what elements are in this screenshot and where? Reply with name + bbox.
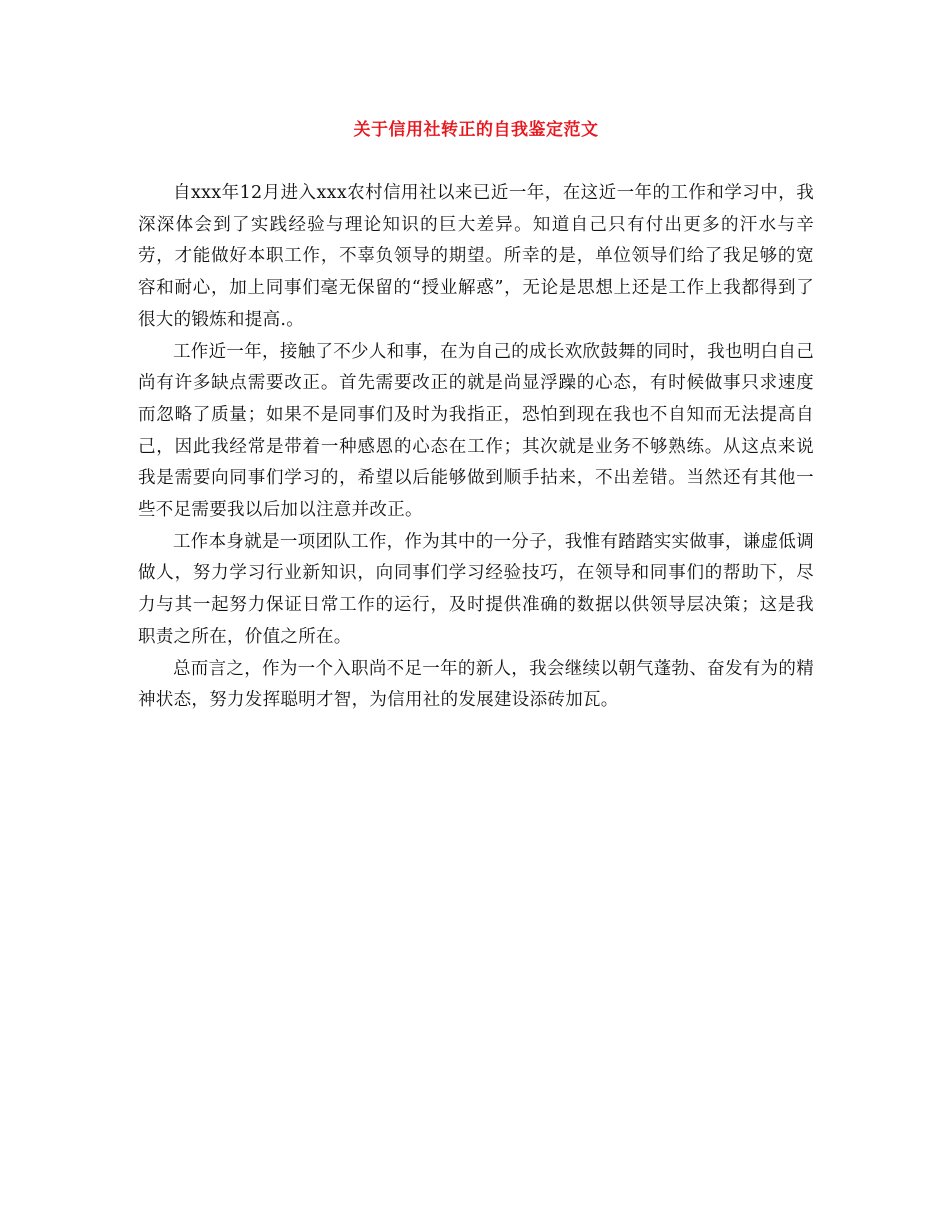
paragraph-1: 自xxx年12月进入xxx农村信用社以来已近一年，在这近一年的工作和学习中，我深深体会到了实践经验与理论知识的巨大差异。知道自己只有付出更多的汗水与辛劳，才能做好本职工作，不辜负领导的期望。所幸的是，单位领导们给了我足够的宽容和耐心，加上同事们毫无保留的“授业解惑”，无论是思想上还是工作上我都得到了很大的锻炼和提高.。 <box>138 183 814 330</box>
document-page <box>138 118 814 717</box>
paragraph-4: 总而言之，作为一个入职尚不足一年的新人，我会继续以朝气蓬勃、奋发有为的精神状态，努力发挥聪明才智，为信用社的发展建设添砖加瓦。 <box>138 658 814 711</box>
document-title: 关于信用社转正的自我鉴定范文 <box>353 120 599 140</box>
paragraph-3: 工作本身就是一项团队工作，作为其中的一分子，我惟有踏踏实实做事，谦虚低调做人，努力学习行业新知识，向同事们学习经验技巧，在领导和同事们的帮助下，尽力与其一起努力保证日常工作的运行，及时提供准确的数据以供领导层决策；这是我职责之所在，价值之所在。 <box>138 531 814 647</box>
paragraph-2: 工作近一年，接触了不少人和事，在为自己的成长欢欣鼓舞的同时，我也明白自己尚有许多缺点需要改正。首先需要改正的就是尚显浮躁的心态，有时候做事只求速度而忽略了质量；如果不是同事们及时为我指正，恐怕到现在我也不自知而无法提高自己，因此我经常是带着一种感恩的心态在工作；其次就是业务不够熟练。从这点来说我是需要向同事们学习的，希望以后能够做到顺手拈来，不出差错。当然还有其他一些不足需要我以后加以注意并改正。 <box>138 341 814 521</box>
